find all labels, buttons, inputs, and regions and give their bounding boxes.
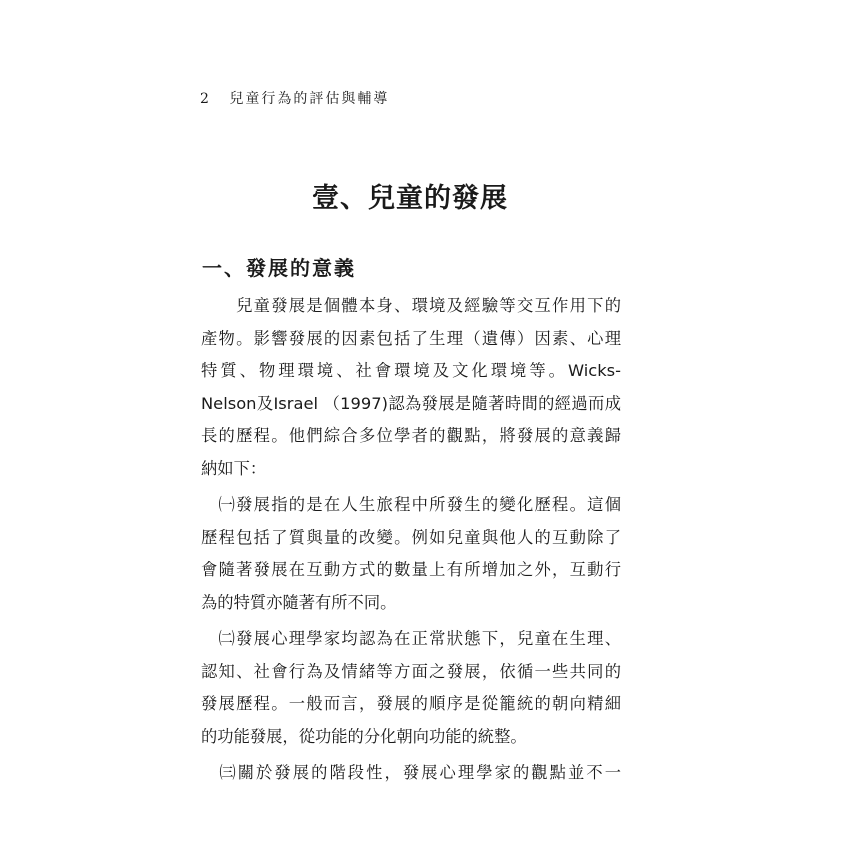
paragraph-item-1 [201, 489, 621, 619]
body-text [201, 290, 621, 790]
paragraph-item-3 [201, 757, 621, 790]
text-line: 發展歷程。一般而言，發展的順序是從籠統的朝向精細 [201, 694, 621, 713]
chapter-title: 壹、兒童的發展 [312, 183, 508, 214]
text-line: 長的歷程。他們綜合多位學者的觀點，將發展的意義歸 [201, 426, 621, 445]
text-line: ㈢關於發展的階段性，發展心理學家的觀點並不一 [201, 763, 621, 782]
paragraph-intro [201, 290, 621, 485]
paragraph-item-2 [201, 623, 621, 753]
text-line: ㈡發展心理學家均認為在正常狀態下，兒童在生理、 [201, 629, 621, 648]
text-line: 會隨著發展在互動方式的數量上有所增加之外，互動行 [201, 560, 621, 579]
text-line: 產物。影響發展的因素包括了生理（遺傳）因素、心理 [201, 328, 621, 348]
section-title: 一、發展的意義 [202, 256, 356, 280]
text-line: 兒童發展是個體本身、環境及經驗等交互作用下的 [201, 296, 621, 315]
book-title: 兒童行為的評估與輔導 [229, 91, 390, 107]
text-line: 歷程包括了質與量的改變。例如兒童與他人的互動除了 [201, 527, 621, 547]
text-line: 為的特質亦隨著有所不同。 [201, 592, 397, 612]
text-line: 的功能發展，從功能的分化朝向功能的統整。 [201, 726, 527, 746]
text-line: ㈠發展指的是在人生旅程中所發生的變化歷程。這個 [201, 495, 621, 514]
text-line: 納如下： [201, 458, 267, 478]
text-line: 特質、物理環境、社會環境及文化環境等。Wicks- [201, 361, 621, 380]
page-number: 2 [200, 91, 211, 107]
text-line: Nelson及Israel （1997)認為發展是隨著時間的經過而成 [201, 393, 621, 413]
running-head [200, 88, 389, 108]
text-line: 認知、社會行為及情緒等方面之發展，依循一些共同的 [201, 661, 621, 681]
